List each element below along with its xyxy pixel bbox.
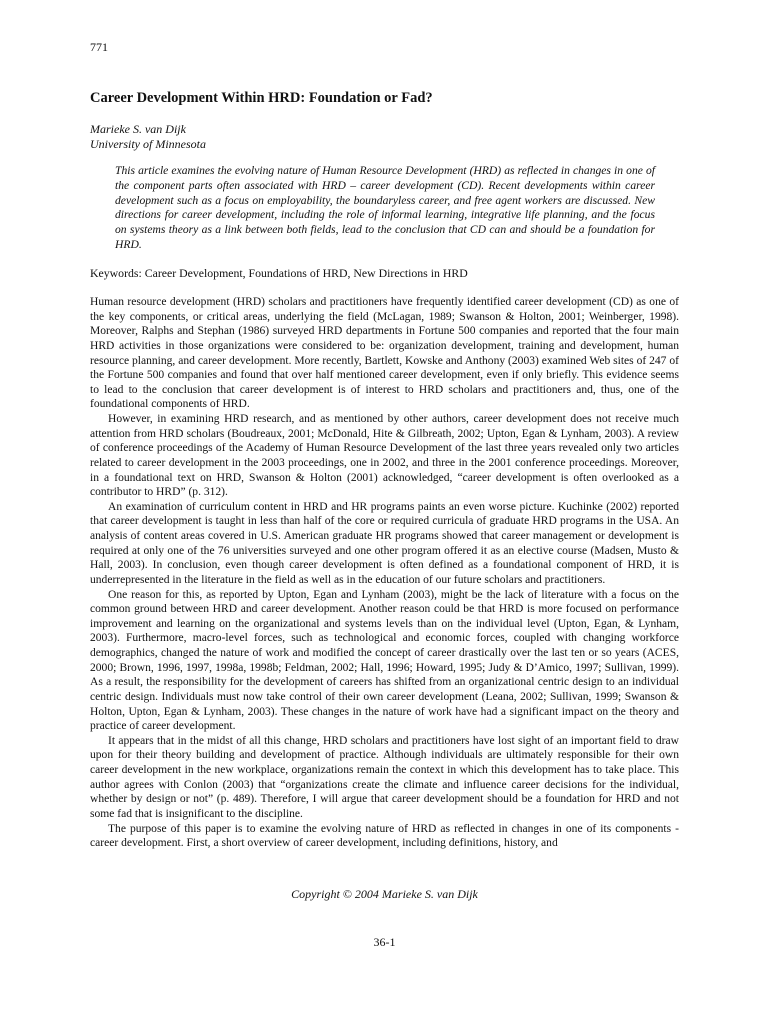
body-paragraph: An examination of curriculum content in HRD and HR programs paints an even worse picture. Kuchinke (2002) reported that career development is taught in less than half of the core or required curricula of graduate HRD programs in the USA. An analysis of content areas covered in U.S. American graduate HR programs showed that career management or development is required at only one of the 76 universities surveyed and one other program offered it as an elective course (Madsen, Musto & Hall, 2003). In conclusion, even though career development is often defined as a foundational component of HRD, it is underrepresented in the literature in the field as well as in the education of our future scholars and practitioners. bbox=[90, 500, 679, 586]
author-block bbox=[90, 122, 679, 152]
page-number: 771 bbox=[90, 40, 108, 54]
author-name: Marieke S. van Dijk bbox=[90, 122, 186, 136]
abstract: This article examines the evolving nature of Human Resource Development (HRD) as reflected in changes in one of the component parts often associated with HRD – career development (CD). Recent developments within career development such as a focus on employability, the boundaryless career, and free agent workers are discussed. New directions for career development, including the role of informal learning, integrative life planning, and the focus on systems theory as a link between both fields, lead to the conclusion that CD can and should be a foundation for HRD. bbox=[115, 164, 655, 251]
body-paragraph: However, in examining HRD research, and as mentioned by other authors, career development does not receive much attention from HRD scholars (Boudreaux, 2001; McDonald, Hite & Gilbreath, 2002; Upton, Egan & Lynham, 2003). A review of conference proceedings of the Academy of Human Resource Development of the last three years revealed only two articles related to career development in the 2003 proceedings, one in 2002, and three in the 2001 conference proceedings. Moreover, in a foundational text on HRD, Swanson & Holton (2001) acknowledged, “career development is often overlooked as a contributor to HRD” (p. 312). bbox=[90, 413, 679, 499]
body-paragraph: Human resource development (HRD) scholars and practitioners have frequently identified career development (CD) as one of the key components, or critical areas, underlying the field (McLagan, 1989; Swanson & Holton, 2001; Weinberger, 1998). Moreover, Ralphs and Stephan (1986) surveyed HRD departments in Fortune 500 companies and reported that the four main HRD activities in those organizations were considered to be: organization development, training and development, human resource planning, and career development. More recently, Bartlett, Kowske and Anthony (2003) examined Web sites of 247 of the Fortune 500 companies and found that over half mentioned career development, even if only briefly. This evidence seems to lead to the conclusion that career development is of interest to HRD scholars and practitioners and, thus, one of the foundational components of HRD. bbox=[90, 296, 679, 411]
body-paragraph: It appears that in the midst of all this change, HRD scholars and practitioners have lost sight of an important field to draw upon for their theory building and development of practice. Although individuals are ultimately responsible for their own career development in the new workplace, organizations remain the context in which this development has to take place. This author agrees with Conlon (2003) that “organizations create the climate and influence career decisions for the individual, whether by design or not” (p. 489). Therefore, I will argue that career development should be a foundation for HRD and not some fad that is insignificant to the discipline. bbox=[90, 734, 679, 820]
footer-page-label: 36-1 bbox=[373, 935, 396, 949]
body-paragraph: The purpose of this paper is to examine the evolving nature of HRD as reflected in changes in one of its components - career development. First, a short overview of career development, including definitions, history, and bbox=[90, 822, 679, 850]
paper-title: Career Development Within HRD: Foundation or Fad? bbox=[90, 90, 433, 106]
keywords: Keywords: Career Development, Foundations of HRD, New Directions in HRD bbox=[90, 266, 468, 280]
author-affiliation: University of Minnesota bbox=[90, 137, 206, 151]
body-paragraph: One reason for this, as reported by Upton, Egan and Lynham (2003), might be the lack of literature with a focus on the common ground between HRD and career development. Another reason could be that HRD is more focused on performance improvement and learning on the organizational and systems levels than on the individual level (Upton, Egan, & Lynham, 2003). Furthermore, macro-level forces, such as technological and economic forces, coupled with changing workforce demographics, changed the nature of work and modified the concept of career drastically over the last ten or so years (ACES, 2000; Brown, 1996, 1997, 1998a, 1998b; Feldman, 2002; Hall, 1996; Howard, 1995; Judy & D’Amico, 1997; Sullivan, 1999). As a result, the responsibility for the development of careers has shifted from an organizational centric design to an individual centric design. Individuals must now take control of their own career development (Leana, 2002; Sullivan, 1999; Swanson & Holton, Upton, Egan & Lynham, 2003). These changes in the nature of work have had a significant impact on the theory and practice of career development. bbox=[90, 588, 679, 733]
body-text bbox=[90, 295, 679, 851]
copyright-notice: Copyright © 2004 Marieke S. van Dijk bbox=[291, 887, 478, 901]
